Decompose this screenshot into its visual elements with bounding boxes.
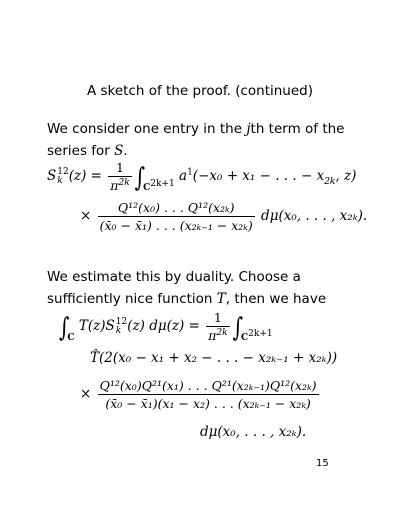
eq1-lhs-sub: k: [57, 175, 63, 186]
eq1-lhs-arg: (z) =: [68, 168, 102, 185]
var-t: T: [216, 291, 226, 307]
duality-text-b: , then we have: [225, 291, 327, 307]
eq1-int-domain: C: [143, 182, 151, 193]
eq1-frac-num: 1: [108, 160, 131, 177]
eq1-line2-num: Q¹²(x₀) . . . Q¹²(x₂ₖ): [98, 200, 255, 217]
paragraph-intro: [47, 118, 367, 162]
equation-2-line-2: [90, 350, 337, 366]
eq1-measure: dμ(x₀, . . . , x₂ₖ).: [261, 208, 368, 224]
eq2-fraction: [206, 310, 229, 343]
equation-1-line-1: [47, 160, 356, 193]
eq2-measure: dμ(x₀, . . . , x₂ₖ).: [200, 424, 307, 440]
eq1-line2-den: (x̄₀ − x̄₁) . . . (x₂ₖ₋₁ − x₂ₖ): [99, 218, 253, 233]
eq1-integrand-a-sup: 1: [187, 167, 193, 178]
eq2-int-domain: C: [67, 332, 75, 343]
eq1-integrand-a: a: [179, 168, 188, 185]
eq1-integrand-end: , z): [335, 168, 357, 185]
eq2-line3-den: (x̄₀ − x̄₁)(x₁ − x₂) . . . (x₂ₖ₋₁ − x₂ₖ): [105, 396, 311, 411]
eq2-lhs: T(z)S: [78, 318, 115, 335]
eq2-line3-fraction: [98, 378, 319, 411]
eq2-line2: T̂(2(x₀ − x₁ + x₂ − . . . − x₂ₖ₋₁ + x₂ₖ)): [90, 350, 338, 366]
eq2-lhs-sub: k: [115, 325, 122, 336]
page-number: 15: [316, 458, 329, 469]
eq1-lhs: S: [47, 168, 57, 185]
eq2-int2-domain-sup: 2k+1: [248, 328, 273, 339]
duality-text-a: We estimate this by duality. Choose a sufficiently nice function: [47, 269, 301, 307]
eq1-integrand-rest: (−x₀ + x₁ − . . . − x: [192, 168, 325, 185]
eq1-frac-den: π: [110, 178, 119, 194]
equation-2-line-4: [200, 424, 306, 440]
eq2-line3-num: Q¹²(x₀)Q²¹(x₁) . . . Q²¹(x₂ₖ₋₁)Q¹²(x₂ₖ): [99, 378, 317, 393]
eq1-times: ×: [80, 208, 92, 224]
equation-2-line-3: [80, 378, 321, 411]
intro-text-c: .: [123, 143, 128, 159]
integral-sign: ∫: [232, 310, 243, 343]
var-s: S: [114, 143, 124, 159]
eq1-fraction: [108, 160, 131, 193]
eq2-lhs-sup: 12: [115, 316, 128, 327]
eq2-frac-den-sup: 2k: [216, 328, 228, 338]
slide-title: A sketch of the proof. (continued): [86, 83, 313, 99]
intro-text-a: We consider one entry in the: [47, 121, 247, 137]
eq1-int-domain-sup: 2k+1: [150, 178, 175, 189]
equation-2-line-1: [58, 310, 273, 343]
intro-text-b: th term of the series for: [47, 121, 345, 159]
integral-sign: ∫: [134, 160, 146, 193]
equation-1-line-2: [80, 200, 367, 233]
paragraph-duality: [47, 266, 367, 310]
eq1-frac-den-sup: 2k: [118, 178, 130, 188]
integral-sign: ∫: [59, 310, 70, 343]
eq2-int2-domain: C: [240, 332, 249, 343]
eq2-lhs-rest: (z) dμ(z) =: [127, 318, 200, 335]
eq1-line2-fraction: [98, 200, 255, 233]
eq1-lhs-sup: 12: [57, 166, 69, 177]
var-j: j: [246, 121, 251, 137]
eq2-frac-num: 1: [206, 310, 229, 327]
eq2-frac-den: π: [208, 328, 217, 344]
eq2-times: ×: [80, 386, 92, 402]
eq1-integrand-sub: 2k: [324, 176, 336, 187]
